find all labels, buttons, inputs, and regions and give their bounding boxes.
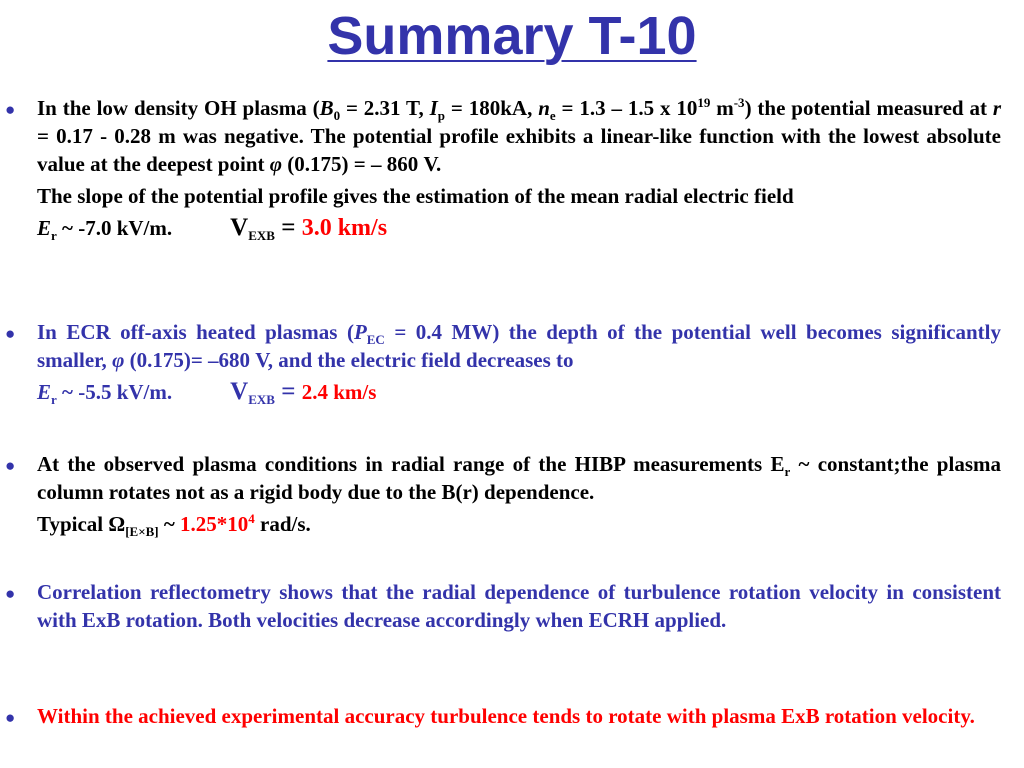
slope-text: The slope of the potential profile gives the estimation of the mean radial electric field	[37, 184, 794, 208]
bullet-dot-icon: ●	[5, 456, 16, 475]
reflectometry-text: Correlation reflectometry shows that the radial dependence of turbulence rotation velocity in consistent with ExB rotation. Both velocities decrease accordingly when ECRH applied.	[37, 580, 1001, 632]
rotation-text: At the observed plasma conditions in radial range of the HIBP measurements $E_r$ ~ constant;the plasma column rotates not as a rigid body due to the B(r) dependence.	[37, 452, 1001, 504]
bullet-dot-icon: ●	[5, 100, 16, 119]
bullet-dot-icon: ●	[5, 708, 16, 727]
bullet-reflectometry	[5, 578, 1001, 634]
ecr-potential-text: In ECR off-axis heated plasmas ($P_{EC} = 0.4$ MW) the depth of the potential well becomes significantly smaller, φ (0.175)= –680 V, and the electric field decreases to	[37, 320, 1001, 372]
ohmic-potential-text: In the low density OH plasma ($B_0 = 2.31$ T, $I_p = 180kA$, $n_e = 1.3 - 1.5$ x $10^{19}$ $m^{-3}$) the potential measured at r = 0.17 - 0.28 m was negative. The potential profile exhibits a linear-like function with the lowest absolute value at the deepest point φ (0.175) = – 860 V.	[37, 95, 1002, 176]
bullet-dot-icon: ●	[5, 584, 16, 603]
bullet-dot-icon: ●	[5, 324, 16, 343]
page-title: Summary T-10	[327, 6, 697, 66]
bullet-ecr-plasma	[5, 318, 1001, 408]
bullet-ohmic-plasma	[5, 94, 1002, 244]
conclusion-text: Within the achieved experimental accuracy turbulence tends to rotate with plasma ExB rotation velocity.	[37, 704, 975, 728]
ecr-field-velocity: $E_r$ ~ -5.5 kV/m. $V_{EXB} = 2.4$ km/s	[37, 378, 377, 408]
bullet-rotation	[5, 450, 1001, 540]
ohmic-field-velocity: $E_r$ ~ -7.0 kV/m. $V_{EXB} = 3.0$ km/s	[37, 214, 388, 244]
bullet-conclusion	[5, 702, 1001, 730]
omega-value: $1.25*10^4$	[180, 511, 255, 536]
vexb-value-ohmic: 3.0 km/s	[301, 215, 388, 241]
typical-omega: Typical $\Omega_{[E\times B]}$ ~ $1.25*10^4$ rad/s.	[37, 511, 311, 540]
vexb-value-ecr: 2.4 km/s	[301, 380, 377, 404]
